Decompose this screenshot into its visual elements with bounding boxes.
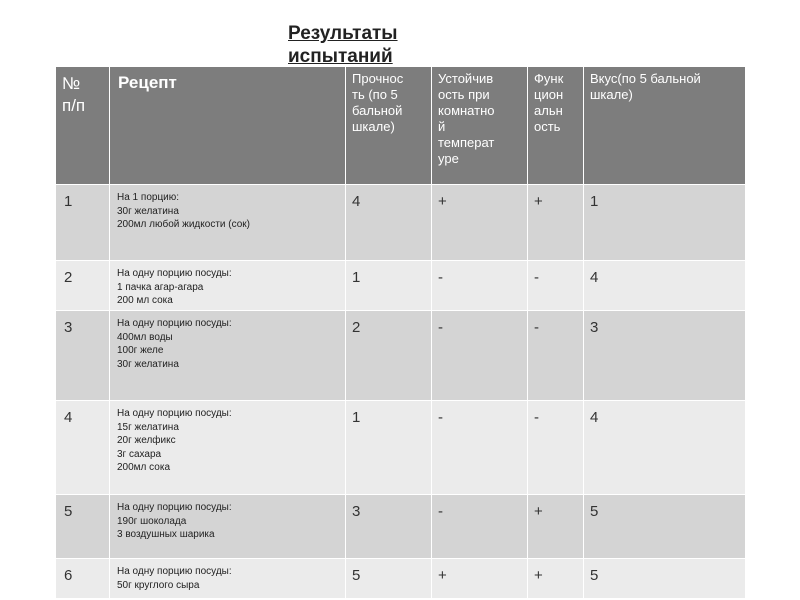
header-stability-line: Устойчив <box>438 71 494 86</box>
title-line-2: испытаний <box>288 46 393 67</box>
cell-num: 1 <box>56 185 110 261</box>
header-stability <box>432 67 528 185</box>
cell-num: 2 <box>56 261 110 311</box>
cell-taste: 4 <box>584 401 746 495</box>
cell-stability: - <box>432 401 528 495</box>
recipe-line: 30г желатина <box>117 205 179 217</box>
table-row <box>56 401 746 495</box>
header-taste-line: Вкус(по 5 бальной <box>590 71 701 86</box>
recipe-line: 20г желфикс <box>117 435 176 446</box>
header-num-line: № <box>62 74 81 93</box>
cell-recipe <box>110 495 346 559</box>
header-strength-line: бальной <box>352 103 403 118</box>
cell-stability: - <box>432 495 528 559</box>
header-taste <box>584 67 746 185</box>
cell-stability: - <box>432 311 528 401</box>
cell-function: - <box>528 261 584 311</box>
cell-recipe <box>110 185 346 261</box>
table-row <box>56 559 746 599</box>
cell-taste: 4 <box>584 261 746 311</box>
cell-taste: 5 <box>584 559 746 599</box>
header-stability-line: комнатно <box>438 103 495 118</box>
results-table <box>55 66 746 599</box>
header-num-line: п/п <box>62 96 86 115</box>
header-stability-line: температ <box>438 135 495 150</box>
header-function-line: Функ <box>534 71 564 86</box>
table-row <box>56 261 746 311</box>
cell-function: + <box>528 495 584 559</box>
recipe-line: 200 мл сока <box>117 295 173 306</box>
cell-num: 6 <box>56 559 110 599</box>
header-function-line: цион <box>534 87 564 102</box>
cell-strength: 4 <box>346 185 432 261</box>
cell-recipe <box>110 401 346 495</box>
header-stability-line: ость при <box>438 87 490 102</box>
cell-stability: + <box>432 185 528 261</box>
cell-recipe <box>110 261 346 311</box>
header-row <box>56 67 746 185</box>
cell-stability: + <box>432 559 528 599</box>
header-taste-line: шкале) <box>590 87 633 102</box>
cell-strength: 1 <box>346 261 432 311</box>
recipe-line: 200мл любой жидкости (сок) <box>117 219 250 230</box>
table-row <box>56 311 746 401</box>
header-function <box>528 67 584 185</box>
cell-stability: - <box>432 261 528 311</box>
cell-recipe <box>110 311 346 401</box>
recipe-line: 190г шоколада <box>117 515 187 527</box>
cell-strength: 3 <box>346 495 432 559</box>
header-num <box>56 67 110 185</box>
recipe-line: 100г желе <box>117 345 164 356</box>
cell-function: + <box>528 185 584 261</box>
cell-strength: 2 <box>346 311 432 401</box>
header-function-line: ость <box>534 119 561 134</box>
header-strength-line: шкале) <box>352 119 395 134</box>
page-title <box>288 22 488 68</box>
header-strength-line: ть (по 5 <box>352 87 398 102</box>
recipe-line: 15г желатина <box>117 421 179 433</box>
cell-function: - <box>528 311 584 401</box>
cell-taste: 5 <box>584 495 746 559</box>
recipe-line: На одну порцию посуды: <box>117 268 232 279</box>
title-line-1: Результаты <box>288 23 398 44</box>
cell-recipe <box>110 559 346 599</box>
header-strength-line: Прочнос <box>352 71 404 86</box>
table-row <box>56 495 746 559</box>
header-stability-line: й <box>438 119 446 134</box>
cell-strength: 5 <box>346 559 432 599</box>
header-recipe: Рецепт <box>110 67 346 185</box>
cell-function: - <box>528 401 584 495</box>
recipe-line: 1 пачка агар-агара <box>117 281 204 293</box>
recipe-line: На одну порцию посуды: <box>117 408 232 419</box>
recipe-line: 3г сахара <box>117 448 162 460</box>
recipe-line: На одну порцию посуды: <box>117 566 232 577</box>
recipe-line: На одну порцию посуды: <box>117 502 232 513</box>
header-function-line: альн <box>534 103 563 118</box>
cell-num: 3 <box>56 311 110 401</box>
cell-taste: 1 <box>584 185 746 261</box>
recipe-line: 400мл воды <box>117 331 173 343</box>
recipe-line: 200мл сока <box>117 462 171 473</box>
recipe-line: 3 воздушных шарика <box>117 529 215 540</box>
table-row <box>56 185 746 261</box>
cell-num: 5 <box>56 495 110 559</box>
recipe-line: На 1 порцию: <box>117 192 180 203</box>
cell-taste: 3 <box>584 311 746 401</box>
recipe-line: На одну порцию посуды: <box>117 318 232 329</box>
header-strength <box>346 67 432 185</box>
cell-function: + <box>528 559 584 599</box>
cell-strength: 1 <box>346 401 432 495</box>
recipe-line: 30г желатина <box>117 358 179 370</box>
recipe-line: 50г круглого сыра <box>117 579 200 591</box>
cell-num: 4 <box>56 401 110 495</box>
header-stability-line: уре <box>438 151 459 166</box>
